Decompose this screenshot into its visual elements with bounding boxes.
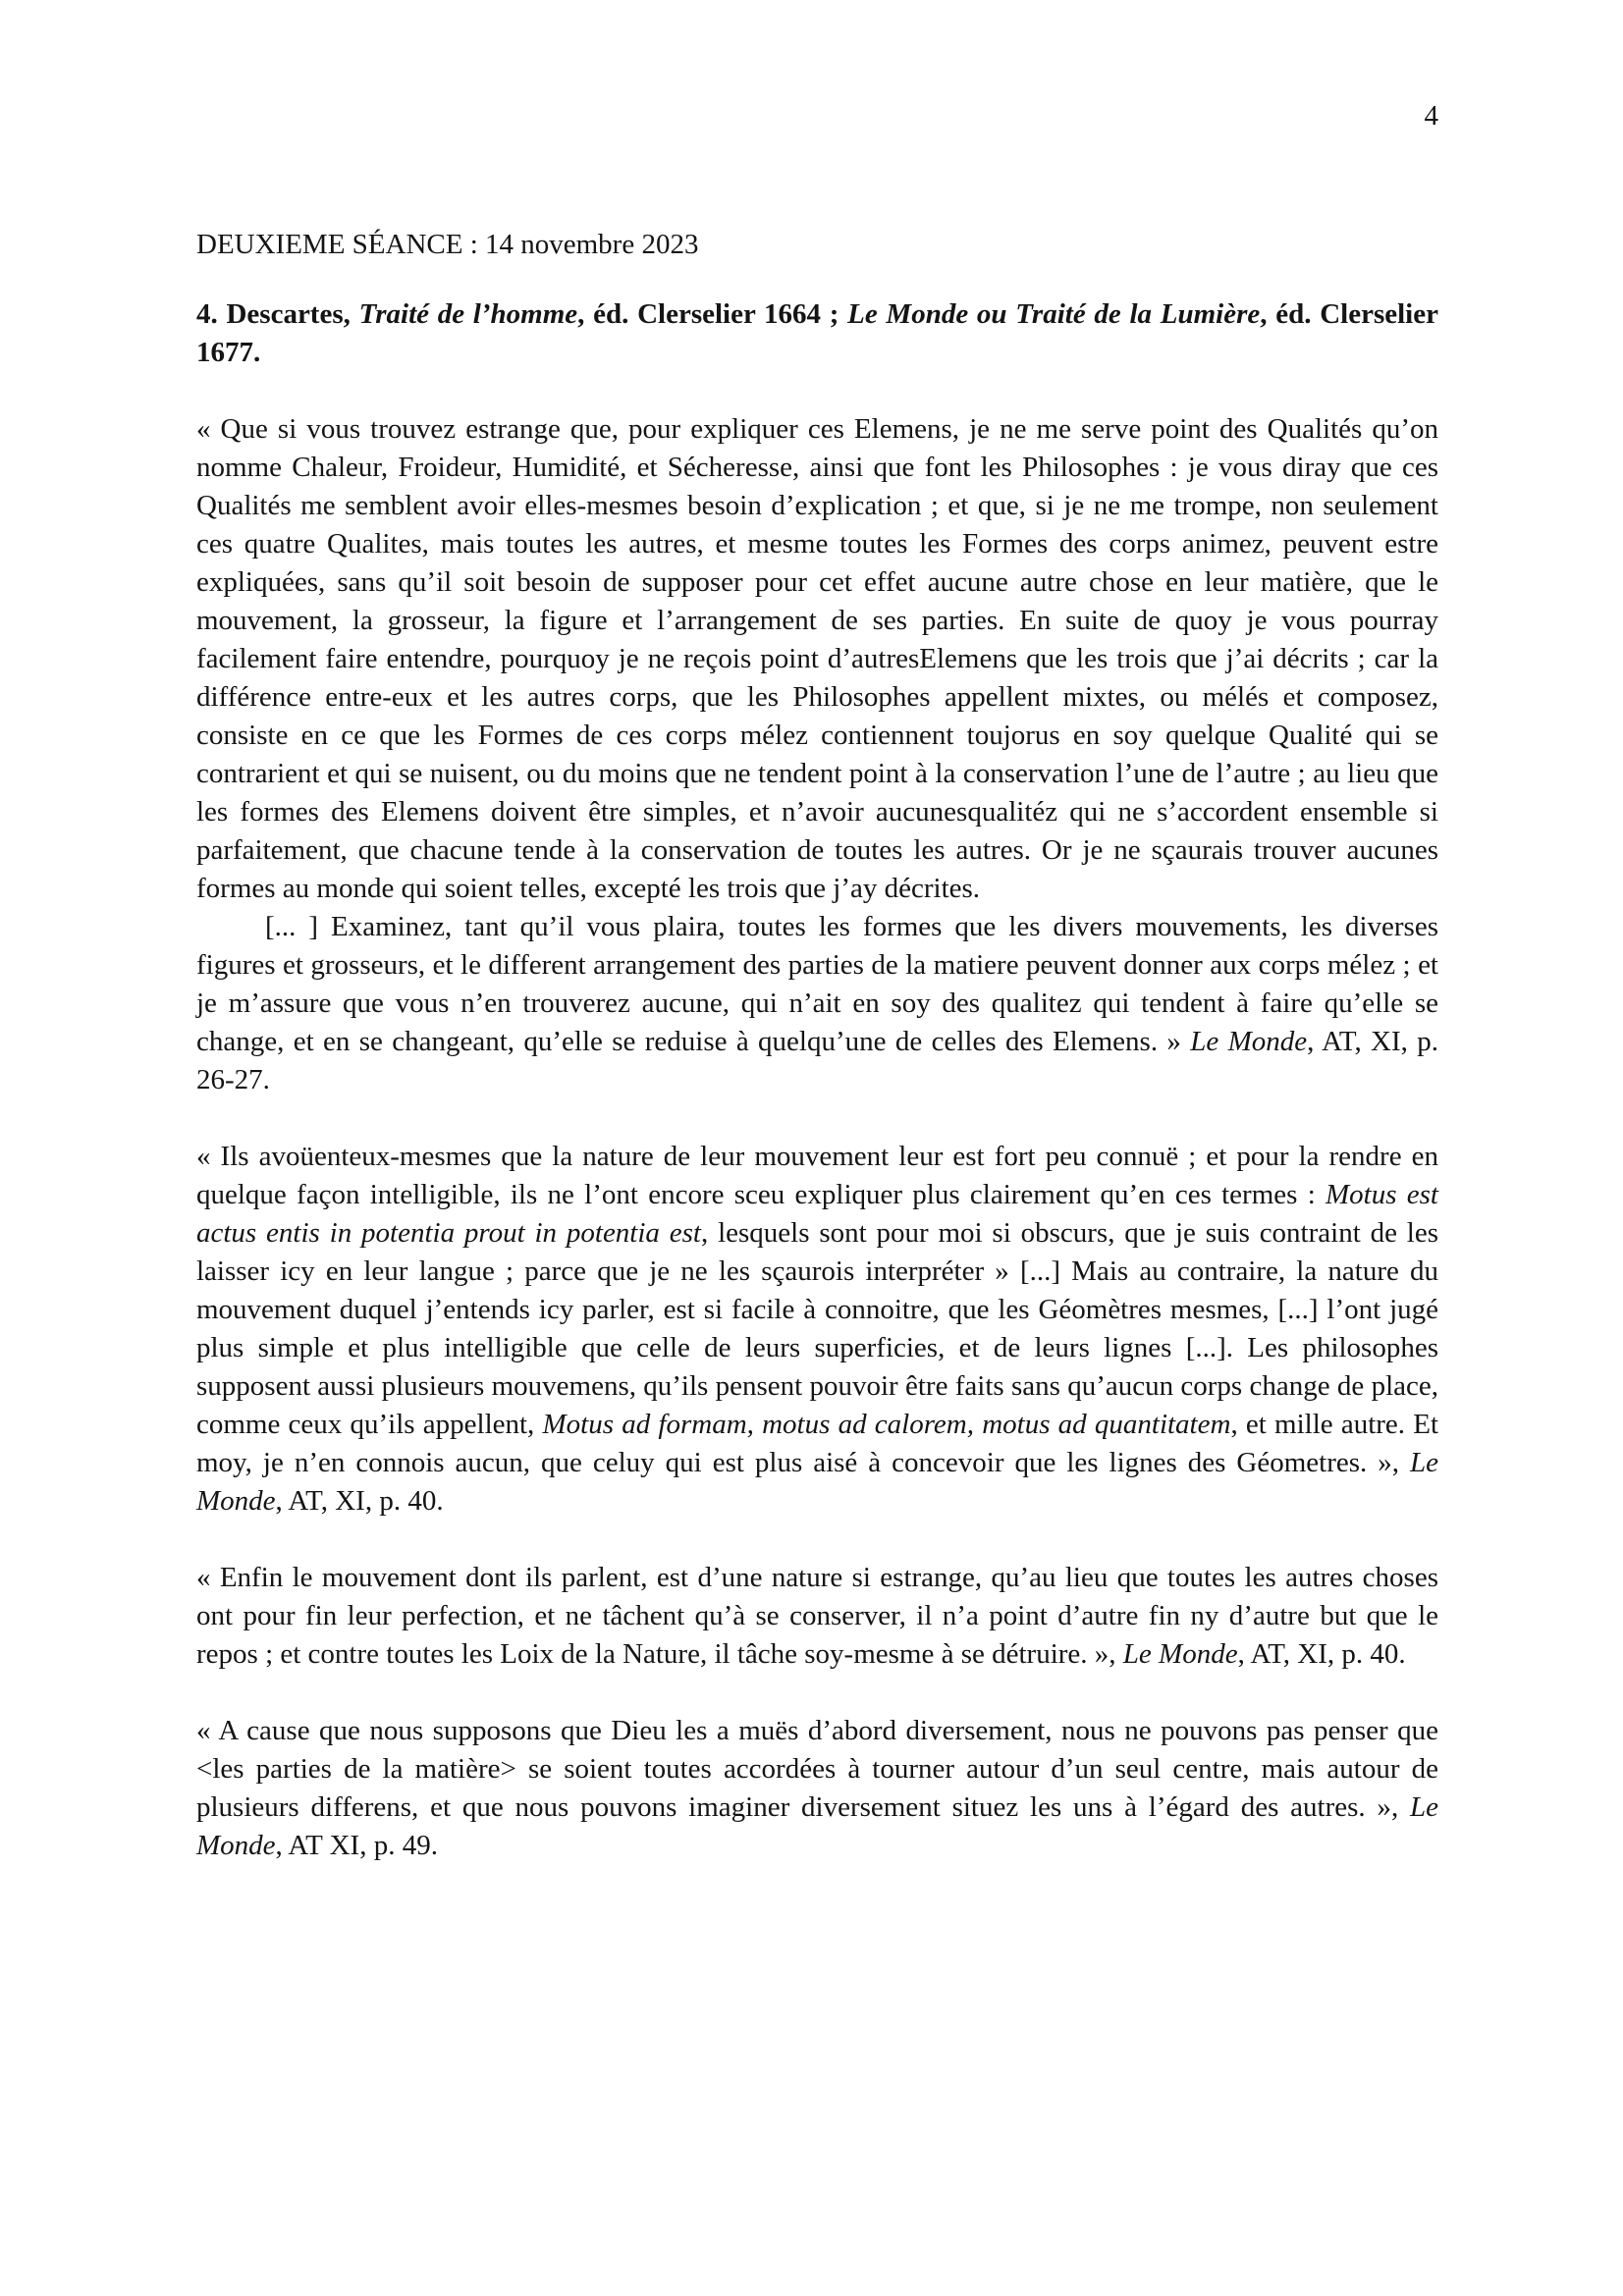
heading-part-2: , éd. Clerselier 1664 ; (577, 298, 848, 330)
quote-1-paragraph-2-text: [... ] Examinez, tant qu’il vous plaira, toutes les formes que les divers mouvements, les diverses figures et grosseurs, et le different arrangement des parties de la matiere peuvent donner aux corps mélez ; et je m’assure que vous n’en trouverez aucune, qui n’ait en soy des qualitez qui tendent à faire qu’elle se change, et en se changeant, qu’elle se reduise à quelqu’une de celles des Elemens. » (196, 911, 1438, 1057)
quote-1 (196, 410, 1438, 1099)
quote-2-source-ref: , AT, XI, p. 40. (275, 1485, 444, 1517)
quote-1-source-ref: , AT, XI, p. 26-27. (196, 1026, 1438, 1095)
section-heading (196, 295, 1438, 372)
session-title: DEUXIEME SÉANCE : 14 novembre 2023 (196, 229, 699, 260)
quote-2-text-2: , lesquels sont pour moi si obscurs, que je suis contraint de les laisser icy en leur langue ; parce que je ne les sçaurois interpréter » [...] Mais au contraire, la nature du mouvement duquel j’entends icy parler, est si facile à connoitre, que les Géomètres mesmes, [...] l’ont jugé plus simple et plus intelligible que celle de leurs superficies, et de leurs lignes [...]. Les philosophes supposent aussi plusieurs mouvemens, qu’ils pensent pouvoir être faits sans qu’aucun corps change de place, comme ceux qu’ils appellent, (196, 1217, 1439, 1440)
heading-part-3: , éd. Clerselier 1677. (196, 298, 1438, 368)
quote-2-text-3: , et mille autre. Et moy, je n’en connois aucun, que celuy qui est plus aisé à concevoir que les lignes des Géometres. », (196, 1409, 1439, 1478)
heading-title-2: Le Monde ou Traité de la Lumière (847, 298, 1261, 330)
heading-title-1: Traité de l’homme (358, 298, 578, 330)
quote-1-source-title: Le Monde (1190, 1026, 1308, 1057)
quote-4-source-ref: , AT XI, p. 49. (275, 1830, 438, 1861)
quote-4-text: « A cause que nous supposons que Dieu les a muës d’abord diversement, nous ne pouvons pas penser que <les parties de la matière> se soient toutes accordées à tourner autour d’un seul centre, mais autour de plusieurs differens, et que nous pouvons imaginer diversement situez les uns à l’égard des autres. », (196, 1715, 1438, 1823)
quote-4 (196, 1712, 1438, 1865)
quote-2 (196, 1138, 1438, 1521)
quote-1-paragraph-1: « Que si vous trouvez estrange que, pour expliquer ces Elemens, je ne me serve point des Qualités qu’on nomme Chaleur, Froideur, Humidité, et Sécheresse, ainsi que font les Philosophes : je vous diray que ces Qualités me semblent avoir elles-mesmes besoin d’explication ; et que, si je ne me trompe, non seulement ces quatre Qualites, mais toutes les autres, et mesme toutes les Formes des corps animez, peuvent estre expliquées, sans qu’il soit besoin de supposer pour cet effet aucune autre chose en leur matière, que le mouvement, la grosseur, la figure et l’arrangement de ses parties. En suite de quoy je vous pourray facilement faire entendre, pourquoy je ne reçois point d’autresElemens que les trois que j’ai décrits ; car la différence entre-eux et les autres corps, que les Philosophes appellent mixtes, ou mélés et composez, consiste en ce que les Formes de ces corps mélez contiennent toujorus en soy quelque Qualité qui se contrarient et qui se nuisent, ou du moins que ne tendent point à la conservation l’une de l’autre ; au lieu que les formes des Elemens doivent être simples, et n’avoir aucunesqualitéz qui ne s’accordent ensemble si parfaitement, que chacune tende à la conservation de toutes les autres. Or je ne sçaurais trouver aucunes formes au monde qui soient telles, excepté les trois que j’ay décrites. (196, 413, 1438, 904)
quote-2-source-title: Le Monde (196, 1447, 1438, 1517)
quote-3 (196, 1559, 1438, 1674)
quote-3-source-ref: , AT, XI, p. 40. (1237, 1638, 1406, 1670)
page-number: 4 (1424, 100, 1438, 132)
quote-2-latin-1: Motus est actus entis in potentia prout in potentia est (196, 1179, 1438, 1249)
quote-1-paragraph-2 (196, 908, 1438, 1099)
quote-3-source-title: Le Monde (1122, 1638, 1238, 1670)
quote-2-latin-2: Motus ad formam, motus ad calorem, motus ad quantitatem (542, 1409, 1231, 1440)
quote-4-source-title: Le Monde (196, 1791, 1438, 1861)
document-body (196, 226, 1438, 1903)
heading-part-1: 4. Descartes, (196, 298, 359, 330)
quote-3-text: « Enfin le mouvement dont ils parlent, est d’une nature si estrange, qu’au lieu que toutes les autres choses ont pour fin leur perfection, et ne tâchent qu’à se conserver, il n’a point d’autre fin ny d’autre but que le repos ; et contre toutes les Loix de la Nature, il tâche soy-mesme à se détruire. », (196, 1562, 1438, 1670)
quote-2-text-1: « Ils avoüenteux-mesmes que la nature de leur mouvement leur est fort peu connuë ; et pour la rendre en quelque façon intelligible, ils ne l’ont encore sceu expliquer plus clairement qu’en ces termes : (196, 1141, 1438, 1210)
